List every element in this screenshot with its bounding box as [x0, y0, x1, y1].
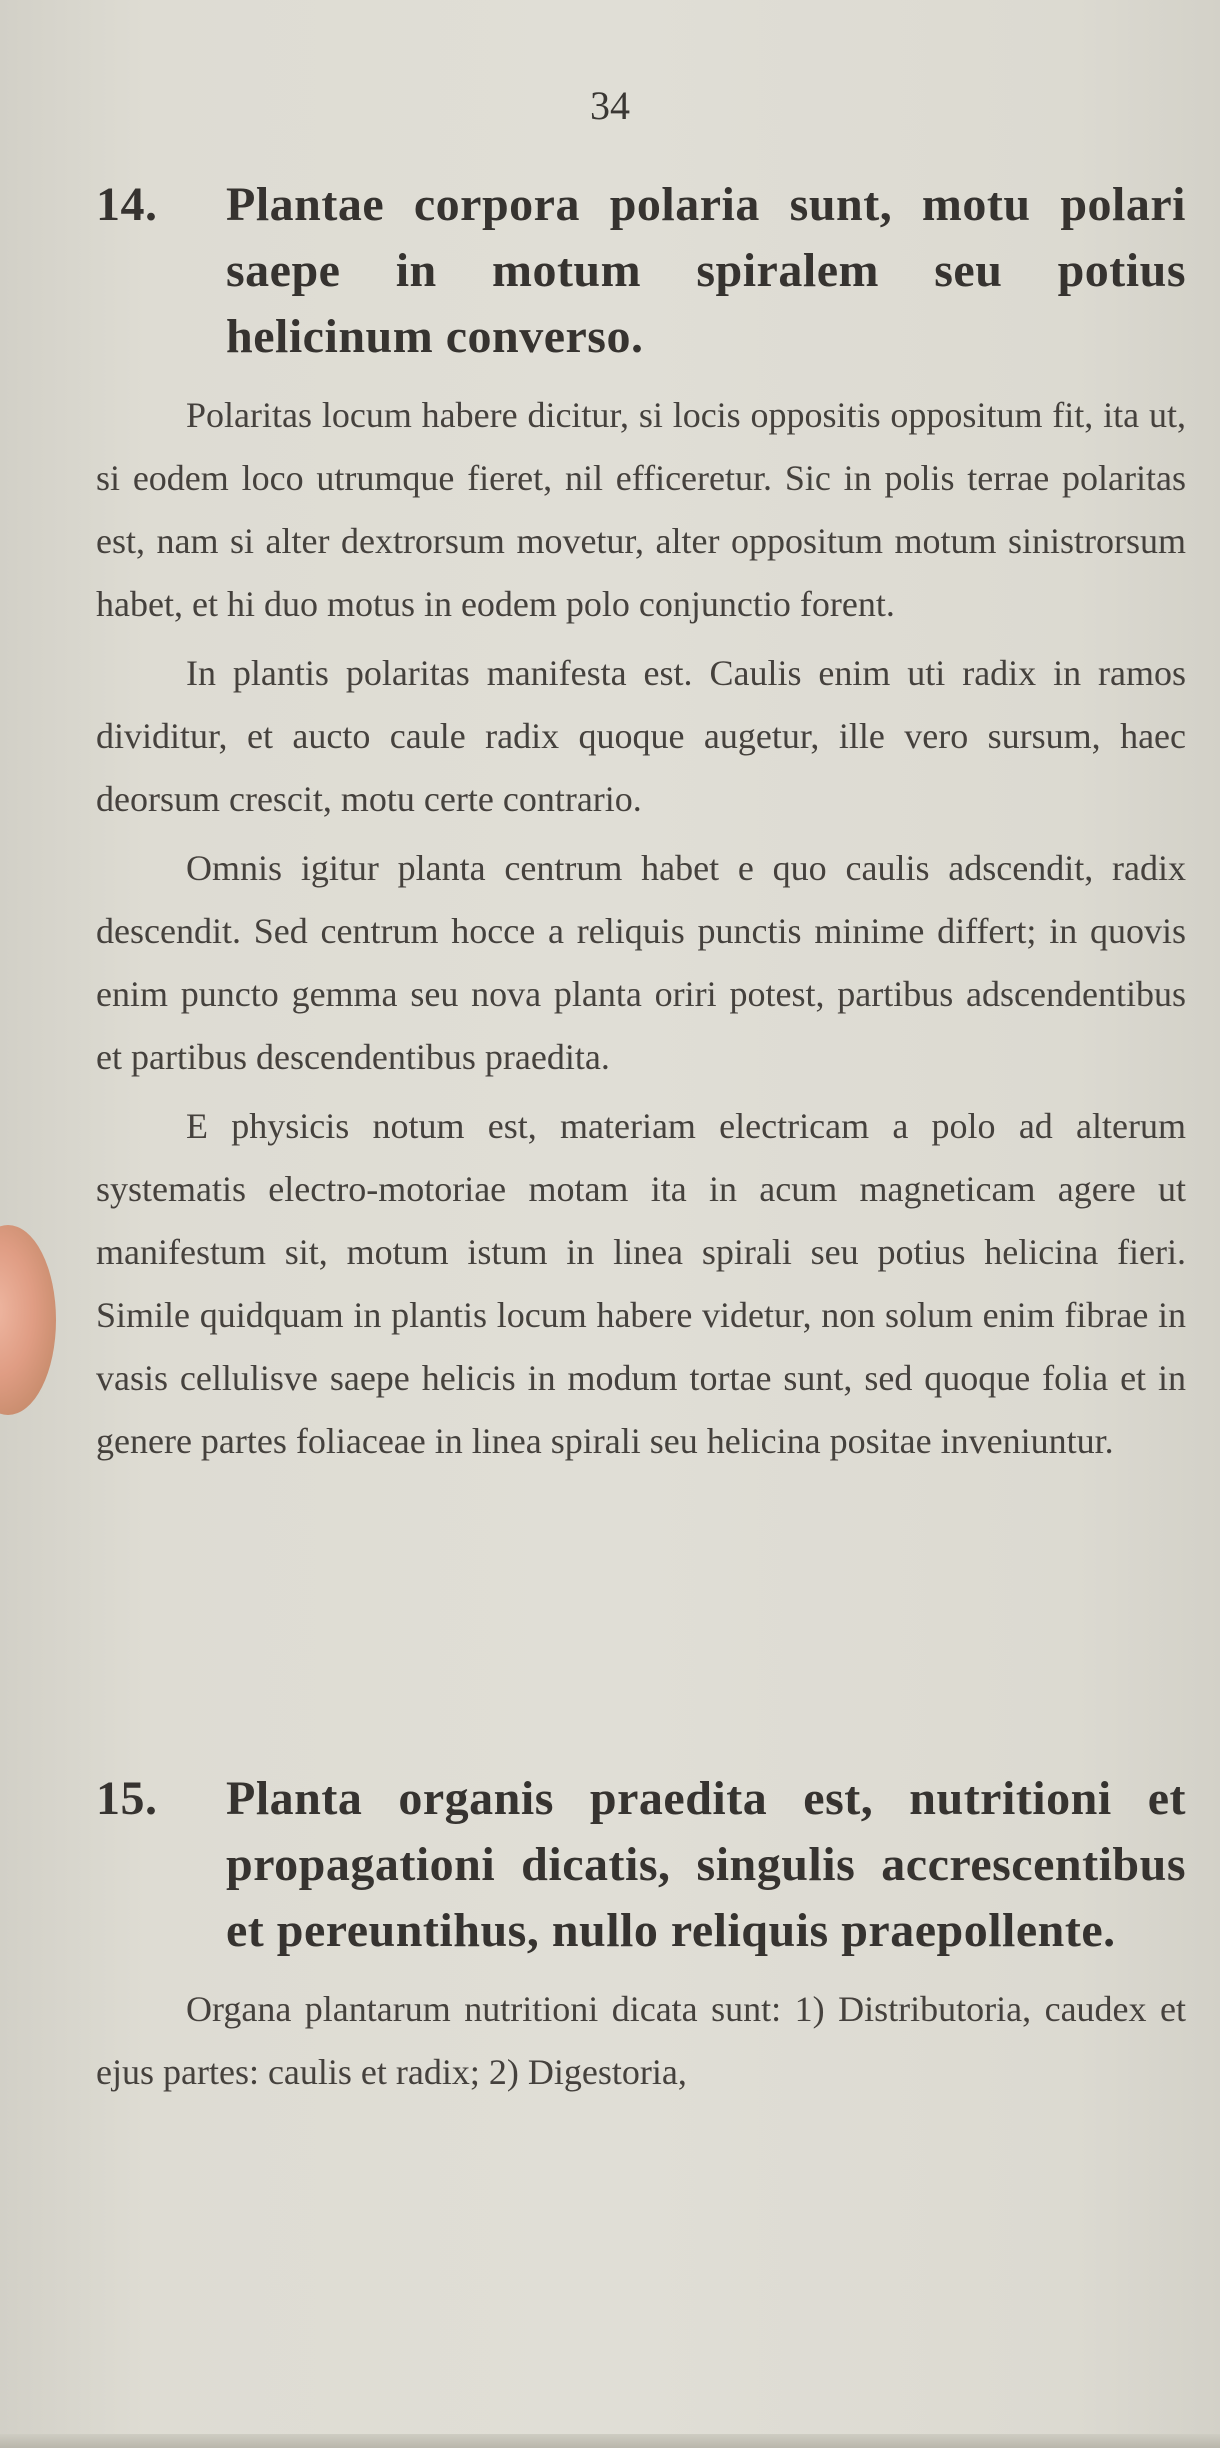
- section-15-number: 15.: [96, 1772, 158, 1825]
- section-15: [96, 1766, 1186, 2104]
- section-14-paragraph-3: Omnis igitur planta centrum habet e quo caulis adscendit, radix descendit. Sed centrum hocce a reliquis punctis minime differt; in quovis enim puncto gemma seu nova planta oriri potest, partibus adscendentibus et partibus descendentibus praedita.: [96, 848, 1186, 1077]
- section-15-paragraph-1: Organa plantarum nutritioni dicata sunt: 1) Distributoria, caudex et ejus partes: caulis et radix; 2) Digestoria,: [96, 1989, 1186, 2092]
- section-14-heading: [96, 172, 1186, 370]
- section-14-paragraph-1: Polaritas locum habere dicitur, si locis oppositis oppositum fit, ita ut, si eodem loco utrumque fieret, nil efficeretur. Sic in polis terrae polaritas est, nam si alter dextrorsum movetur, alter oppositum motum sinistrorsum habet, et hi duo motus in eodem polo conjunctio forent.: [96, 395, 1186, 624]
- section-14-heading-text: Plantae corpora polaria sunt, motu polari saepe in motum spiralem seu potius helicinum converso.: [226, 178, 1186, 363]
- section-14: [96, 172, 1186, 1473]
- section-14-number: 14.: [96, 178, 158, 231]
- section-15-heading: [96, 1766, 1186, 1964]
- section-14-paragraph-2: In plantis polaritas manifesta est. Caulis enim uti radix in ramos dividitur, et aucto caule radix quoque augetur, ille vero sursum, haec deorsum crescit, motu certe contrario.: [96, 653, 1186, 819]
- page-number: 34: [590, 83, 630, 128]
- thumb-in-margin: [0, 1225, 56, 1415]
- section-15-heading-text: Planta organis praedita est, nutritioni et propagationi dicatis, singulis accrescentibus et pereuntihus, nullo reliquis praepollente.: [226, 1772, 1186, 1957]
- page-bottom-edge: [0, 2434, 1220, 2448]
- section-14-paragraph-4: E physicis notum est, materiam electricam a polo ad alterum systematis electro-motoriae motam ita in acum magneticam agere ut manifestum sit, motum istum in linea spirali seu potius helicina fieri. Simile quidquam in plantis locum habere videtur, non solum enim fibrae in vasis cellulisve saepe helicis in modum tortae sunt, sed quoque folia et in genere partes foliaceae in linea spirali seu helicina positae inveniuntur.: [96, 1106, 1186, 1461]
